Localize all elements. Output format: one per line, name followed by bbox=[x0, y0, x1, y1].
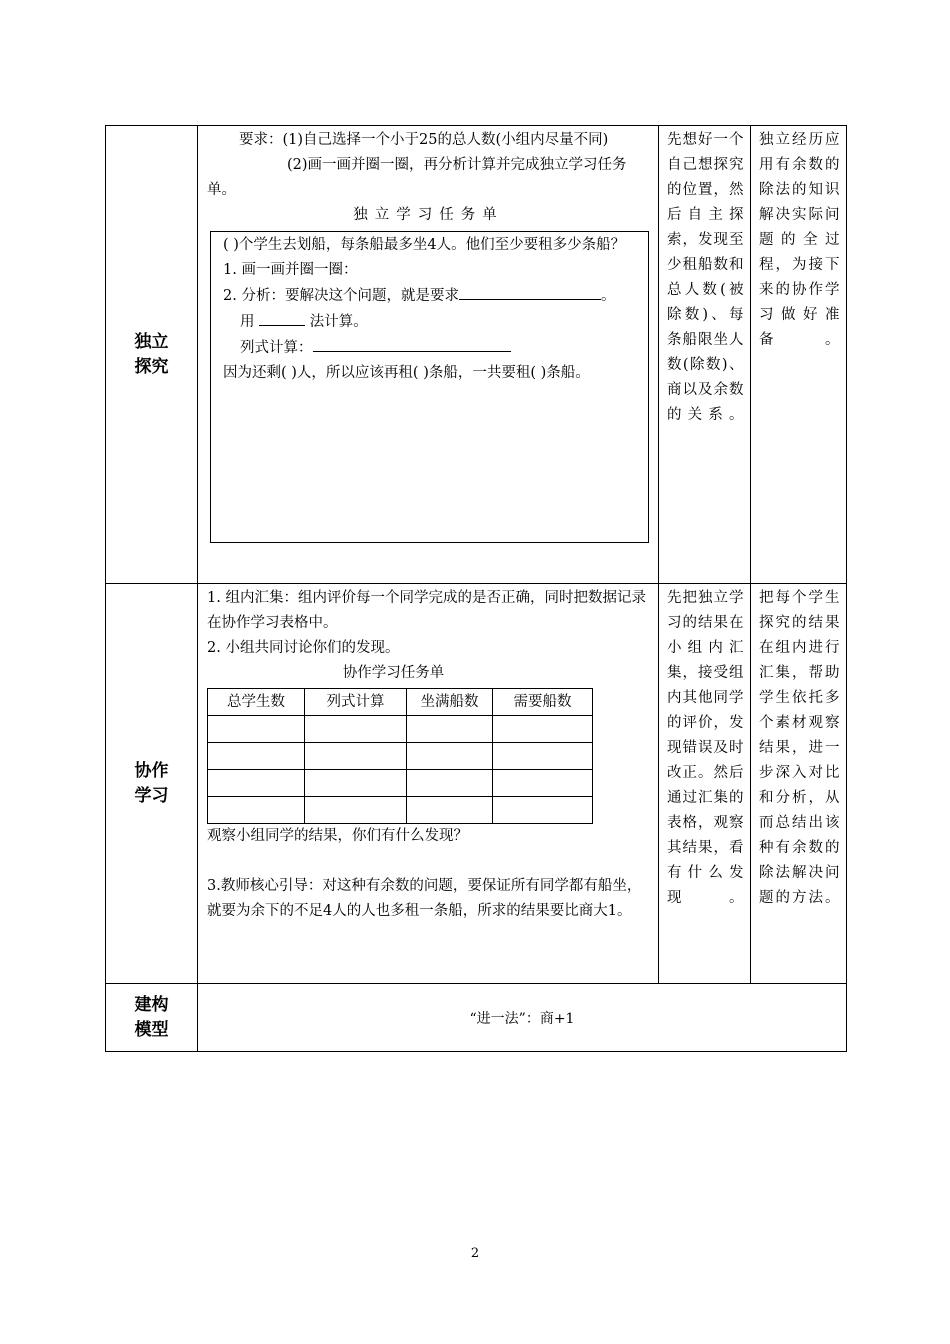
table-cell[interactable] bbox=[493, 716, 593, 743]
side-cell-student-activity bbox=[659, 126, 751, 584]
task-problem: ( )个学生去划船，每条船最多坐4人。他们至少要租多少条船？ bbox=[223, 237, 626, 253]
blank-line bbox=[259, 309, 305, 326]
table-cell[interactable] bbox=[208, 770, 305, 797]
collab-table-row bbox=[208, 797, 593, 824]
task-formula: 列式计算： bbox=[223, 335, 638, 361]
collab-table-row bbox=[208, 770, 593, 797]
row-label-independent bbox=[106, 126, 198, 584]
task-step-2: 2. 分析：要解决这个问题，就是要求 。 bbox=[223, 283, 638, 309]
collab-table-header-row bbox=[208, 689, 593, 716]
task-method: 用 法计算。 bbox=[223, 309, 638, 335]
content-cell-independent bbox=[198, 126, 659, 584]
student-activity-text: 先把独立学习的结果在小组内汇集，接受组内其他同学的评价，发现错误及时改正。然后通过汇集的表格，观察其结果，看有什么发现。 bbox=[667, 590, 744, 906]
collab-table-title: 协作学习任务单 bbox=[342, 665, 445, 681]
collab-header-needed-boats: 需要船数 bbox=[493, 689, 593, 716]
collab-item-1: 1. 组内汇集：组内评价每一个同学完成的是否正确，同时把数据记录在协作学习表格中。 bbox=[207, 590, 646, 631]
design-intent-text: 独立经历应用有余数的除法的知识解决实际问题的全过程，为接下来的协作学习做好准备。 bbox=[759, 132, 840, 348]
table-cell[interactable] bbox=[407, 716, 493, 743]
row-label-collaborative bbox=[106, 584, 198, 984]
table-cell[interactable] bbox=[208, 716, 305, 743]
table-cell[interactable] bbox=[493, 797, 593, 824]
side-cell-design-intent bbox=[751, 126, 847, 584]
task-step-1: 1. 画一画并圈一圈： bbox=[223, 262, 358, 278]
side-cell-student-activity bbox=[659, 584, 751, 984]
row-label-line1: 建构 bbox=[134, 994, 169, 1015]
table-cell[interactable] bbox=[407, 743, 493, 770]
row-label-model bbox=[106, 984, 198, 1052]
table-cell[interactable] bbox=[407, 770, 493, 797]
row-collaborative-learning bbox=[106, 584, 847, 984]
teacher-guidance: 3.教师核心引导：对这种有余数的问题，要保证所有同学都有船坐，就要为余下的不足4人的人也多租一条船，所求的结果要比商大1。 bbox=[207, 878, 642, 919]
collab-observe-question: 观察小组同学的结果，你们有什么发现？ bbox=[207, 828, 468, 844]
lesson-plan-table bbox=[105, 125, 847, 1052]
collab-header-total: 总学生数 bbox=[208, 689, 305, 716]
content-cell-collaborative bbox=[198, 584, 659, 984]
table-cell[interactable] bbox=[208, 743, 305, 770]
task-result: 因为还剩( )人，所以应该再租( )条船，一共要租( )条船。 bbox=[223, 365, 590, 381]
row-label-line1: 协作 bbox=[134, 760, 169, 781]
collab-item-2: 2. 小组共同讨论你们的发现。 bbox=[207, 640, 400, 656]
table-cell[interactable] bbox=[305, 797, 407, 824]
student-activity-text: 先想好一个自己想探究的位置，然后自主探索，发现至少租船数和总人数(被除数)、每条船限坐人数(除数)、商以及余数的关系。 bbox=[667, 132, 744, 423]
side-cell-design-intent bbox=[751, 584, 847, 984]
collab-record-table bbox=[207, 688, 593, 824]
blank-line bbox=[459, 283, 601, 300]
collab-header-formula: 列式计算 bbox=[305, 689, 407, 716]
blank-line bbox=[313, 335, 511, 352]
table-cell[interactable] bbox=[305, 770, 407, 797]
page-number: 2 bbox=[470, 1246, 480, 1261]
row-label-line2: 探究 bbox=[134, 356, 169, 377]
table-cell[interactable] bbox=[305, 716, 407, 743]
collab-header-full-boats: 坐满船数 bbox=[407, 689, 493, 716]
collab-table-row bbox=[208, 743, 593, 770]
row-label-line1: 独立 bbox=[134, 331, 169, 352]
table-cell[interactable] bbox=[208, 797, 305, 824]
model-formula: “进一法”：商+1 bbox=[198, 984, 847, 1052]
table-cell[interactable] bbox=[305, 743, 407, 770]
row-label-line2: 学习 bbox=[134, 785, 169, 806]
task-sheet-title: 独立学习任务单 bbox=[353, 207, 504, 223]
row-label-line2: 模型 bbox=[134, 1019, 169, 1040]
task-sheet-box bbox=[210, 231, 649, 543]
table-cell[interactable] bbox=[407, 797, 493, 824]
table-cell[interactable] bbox=[493, 743, 593, 770]
collab-table-row bbox=[208, 716, 593, 743]
requirement-1: 要求：(1)自己选择一个小于25的总人数(小组内尽量不同) bbox=[239, 132, 609, 148]
row-build-model bbox=[106, 984, 847, 1052]
design-intent-text: 把每个学生探究的结果在组内进行汇集，帮助学生依托多个素材观察结果，进一步深入对比和分析，从而总结出该种有余数的除法解决问题的方法。 bbox=[759, 590, 840, 906]
requirement-2: (2)画一画并圈一圈，再分析计算并完成独立学习任务单。 bbox=[207, 157, 627, 198]
table-cell[interactable] bbox=[493, 770, 593, 797]
row-independent-exploration bbox=[106, 126, 847, 584]
